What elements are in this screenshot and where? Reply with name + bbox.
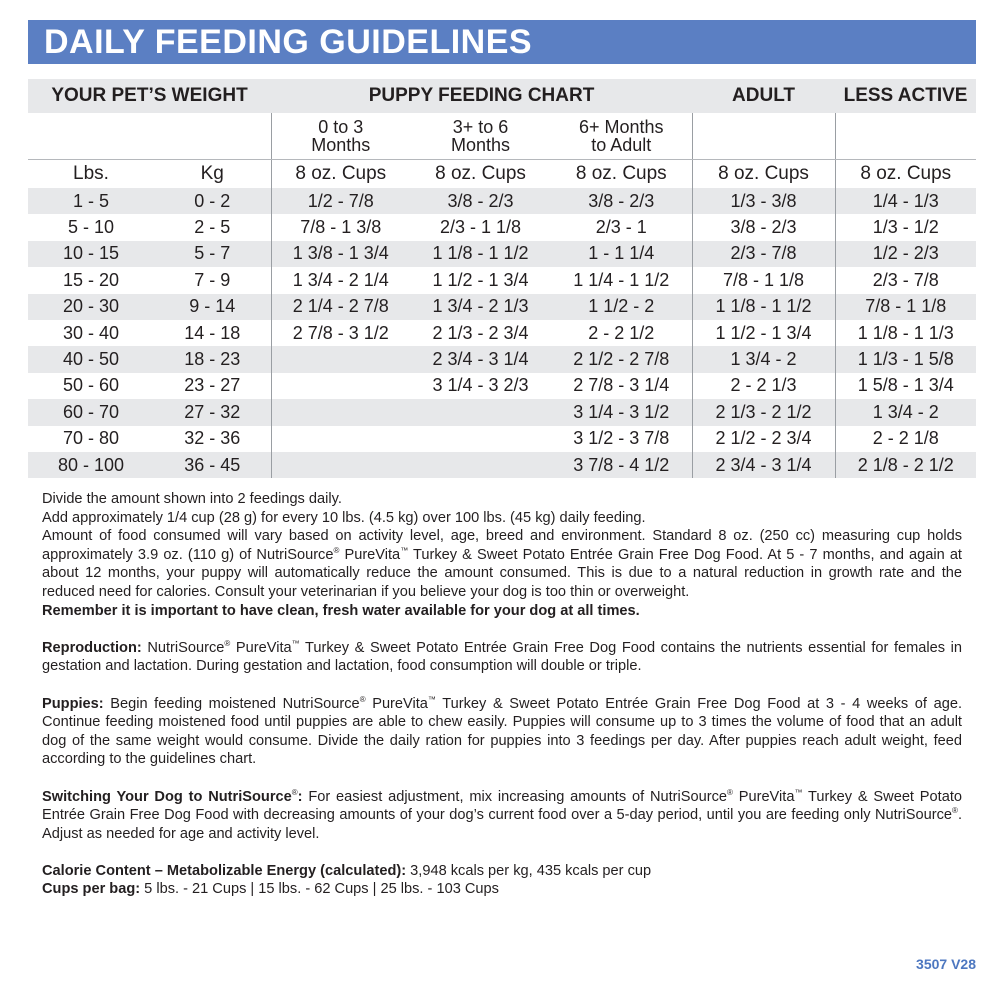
table-cell: 2 1/3 - 2 3/4 xyxy=(432,322,529,343)
table-cell: 1 1/8 - 1 1/2 xyxy=(692,294,835,320)
unit-lbs: Lbs. xyxy=(73,163,109,184)
table-cell: 2/3 - 7/8 xyxy=(835,267,976,293)
table-cell: 7 - 9 xyxy=(194,269,231,290)
table-cell: 1 1/4 - 1 1/2 xyxy=(573,269,670,290)
table-cell: 1/3 - 1/2 xyxy=(835,214,976,240)
age-6-adult-header: 6+ Months to Adult xyxy=(551,113,692,160)
table-cell: 1 1/2 - 2 xyxy=(551,294,692,320)
table-cell: 5 - 7 xyxy=(154,241,271,267)
table-cell: 2/3 - 7/8 xyxy=(692,241,835,267)
table-cell: 27 - 32 xyxy=(154,399,271,425)
product-code: 3507 V28 xyxy=(916,956,976,972)
table-row xyxy=(28,214,976,240)
puppy-header: PUPPY FEEDING CHART xyxy=(271,79,692,113)
table-cell: 1 - 1 1/4 xyxy=(551,241,692,267)
table-cell: 3 1/2 - 3 7/8 xyxy=(573,428,670,449)
table-cell: 7/8 - 1 1/8 xyxy=(692,267,835,293)
table-cell xyxy=(271,346,410,372)
age-3-6-header: 3+ to 6 Months xyxy=(410,113,551,160)
table-cell: 3 7/8 - 4 1/2 xyxy=(551,452,692,478)
table-cell: 2 - 5 xyxy=(194,217,231,238)
table-row xyxy=(28,399,976,425)
table-cell: 1 3/8 - 1 3/4 xyxy=(271,241,410,267)
table-row xyxy=(28,346,976,372)
header-row xyxy=(28,79,976,113)
table-cell: 2 1/4 - 2 7/8 xyxy=(271,294,410,320)
table-cell: 30 - 40 xyxy=(62,322,120,343)
table-cell: 2 7/8 - 3 1/4 xyxy=(573,375,670,396)
guidelines-text xyxy=(42,490,962,899)
table-cell: 50 - 60 xyxy=(62,375,120,396)
age-subheader-row xyxy=(28,113,976,160)
table-cell: 40 - 50 xyxy=(28,346,154,372)
table-cell: 1/2 - 2/3 xyxy=(835,241,976,267)
switching-paragraph: Switching Your Dog to NutriSource®: For easiest adjustment, mix increasing amounts of NutriSource® PureVita™ Turkey & Sweet Potato Entrée Grain Free Dog Food with decreasing amounts of your dog’s current food over a 5-day period, until you are feeding only NutriSource®. Adjust as needed for age and activity level. xyxy=(42,787,962,842)
table-cell: 1 3/4 - 2 1/4 xyxy=(271,267,410,293)
calorie-content: Calorie Content – Metabolizable Energy (calculated): 3,948 kcals per kg, 435 kcals per cup xyxy=(42,862,652,879)
cups-per-bag: Cups per bag: 5 lbs. - 21 Cups | 15 lbs. - 62 Cups | 25 lbs. - 103 Cups xyxy=(42,881,499,898)
unit-cups: 8 oz. Cups xyxy=(271,160,410,189)
table-cell: 23 - 27 xyxy=(184,375,241,396)
table-cell xyxy=(271,399,410,425)
table-cell: 1 1/2 - 1 3/4 xyxy=(432,269,529,290)
table-cell: 1 1/8 - 1 1/3 xyxy=(835,320,976,346)
table-cell: 14 - 18 xyxy=(184,322,241,343)
table-row xyxy=(28,267,976,293)
page-title: DAILY FEEDING GUIDELINES xyxy=(44,23,533,61)
paragraph: Divide the amount shown into 2 feedings daily. xyxy=(42,491,342,507)
table-cell: 36 - 45 xyxy=(154,452,271,478)
table-cell: 0 - 2 xyxy=(154,188,271,214)
table-cell: 2/3 - 1 xyxy=(595,217,647,238)
table-cell: 1 1/8 - 1 1/2 xyxy=(410,241,551,267)
table-row xyxy=(28,294,976,320)
table-cell: 5 - 10 xyxy=(67,217,115,238)
paragraph: Add approximately 1/4 cup (28 g) for every 10 lbs. (4.5 kg) over 100 lbs. (45 kg) daily feeding. xyxy=(42,509,646,526)
paragraph: Amount of food consumed will vary based on activity level, age, breed and environment. Standard 8 oz. (250 cc) measuring cup holds approximately 3.9 oz. (110 g) of NutriSource® PureVita™ Turkey & Sweet Potato Entrée Grain Free Dog Food. At 5 - 7 months, and again at about 12 months, your puppy will automatically reduce the amount consumed. This is due to a natural reduction in growth rate and the reduced need for calories. Consult your veterinarian if you believe your dog is too thin or overweight. xyxy=(42,528,962,600)
table-cell: 1 3/4 - 2 xyxy=(835,399,976,425)
table-body xyxy=(28,188,976,478)
table-cell: 2 3/4 - 3 1/4 xyxy=(410,346,551,372)
table-cell: 2 - 2 1/2 xyxy=(588,322,655,343)
table-cell xyxy=(410,399,551,425)
puppies-paragraph: Puppies: Begin feeding moistened NutriSource® PureVita™ Turkey & Sweet Potato Entrée Grain Free Dog Food at 3 - 4 weeks of age. Continue feeding moistened food until puppies are able to chew easily. Puppies will consume up to 3 times the volume of food that an adult dog of the same weight would consume. Divide the daily ration for puppies into 3 feedings per day. After puppies reach adult weight, feed according to the guidelines chart. xyxy=(42,694,962,768)
table-row xyxy=(28,188,976,214)
table-cell: 32 - 36 xyxy=(184,428,241,449)
title-banner xyxy=(28,20,976,64)
table-cell: 7/8 - 1 1/8 xyxy=(835,294,976,320)
table-cell xyxy=(271,452,410,478)
unit-cups: 8 oz. Cups xyxy=(575,163,667,184)
table-cell: 2/3 - 1 1/8 xyxy=(439,217,522,238)
table-cell: 3 1/4 - 3 2/3 xyxy=(432,375,529,396)
table-cell: 3 1/4 - 3 1/2 xyxy=(551,399,692,425)
table-cell: 2 1/8 - 2 1/2 xyxy=(835,452,976,478)
table-cell: 18 - 23 xyxy=(154,346,271,372)
table-row xyxy=(28,241,976,267)
units-row xyxy=(28,160,976,189)
table-cell: 80 - 100 xyxy=(28,452,154,478)
table-cell: 15 - 20 xyxy=(62,269,120,290)
table-row xyxy=(28,426,976,452)
less-active-header: LESS ACTIVE xyxy=(835,79,976,113)
table-cell xyxy=(410,452,551,478)
table-cell xyxy=(271,373,410,399)
table-row xyxy=(28,373,976,399)
table-cell: 70 - 80 xyxy=(62,428,120,449)
reproduction-paragraph: Reproduction: NutriSource® PureVita™ Turkey & Sweet Potato Entrée Grain Free Dog Food contains the nutrients essential for females in gestation and lactation. During gestation and lactation, food consumption will double or triple. xyxy=(42,638,963,675)
table-cell: 1 5/8 - 1 3/4 xyxy=(835,373,976,399)
table-cell xyxy=(410,426,551,452)
table-cell: 9 - 14 xyxy=(154,294,271,320)
unit-cups: 8 oz. Cups xyxy=(835,160,976,189)
table-cell xyxy=(271,426,410,452)
table-cell: 60 - 70 xyxy=(28,399,154,425)
table-cell: 3/8 - 2/3 xyxy=(410,188,551,214)
unit-kg: Kg xyxy=(200,163,224,184)
table-cell: 1/3 - 3/8 xyxy=(692,188,835,214)
table-cell: 1 - 5 xyxy=(28,188,154,214)
table-cell: 2 1/2 - 2 7/8 xyxy=(551,346,692,372)
table-row xyxy=(28,320,976,346)
table-cell: 2 3/4 - 3 1/4 xyxy=(692,452,835,478)
table-cell: 1 3/4 - 2 1/3 xyxy=(410,294,551,320)
table-cell: 2 1/3 - 2 1/2 xyxy=(692,399,835,425)
table-cell: 3/8 - 2/3 xyxy=(551,188,692,214)
table-row xyxy=(28,452,976,478)
table-cell: 20 - 30 xyxy=(28,294,154,320)
unit-cups: 8 oz. Cups xyxy=(435,163,526,184)
adult-header: ADULT xyxy=(692,79,835,113)
table-cell: 3/8 - 2/3 xyxy=(692,214,835,240)
table-cell: 2 - 2 1/3 xyxy=(692,373,835,399)
table-cell: 1 3/4 - 2 xyxy=(692,346,835,372)
table-cell: 7/8 - 1 3/8 xyxy=(271,214,410,240)
table-cell: 10 - 15 xyxy=(28,241,154,267)
table-cell: 2 1/2 - 2 3/4 xyxy=(692,426,835,452)
water-reminder: Remember it is important to have clean, fresh water available for your dog at all times. xyxy=(42,602,640,619)
age-0-3-header: 0 to 3 Months xyxy=(271,113,410,160)
table-cell: 2 7/8 - 3 1/2 xyxy=(271,320,410,346)
weight-header: YOUR PET’S WEIGHT xyxy=(28,79,271,113)
feeding-table xyxy=(28,79,976,478)
table-cell: 1/2 - 7/8 xyxy=(271,188,410,214)
table-cell: 1 1/2 - 1 3/4 xyxy=(692,320,835,346)
table-cell: 1/4 - 1/3 xyxy=(835,188,976,214)
table-cell: 1 1/3 - 1 5/8 xyxy=(835,346,976,372)
table-cell: 2 - 2 1/8 xyxy=(835,426,976,452)
unit-cups: 8 oz. Cups xyxy=(692,160,835,189)
